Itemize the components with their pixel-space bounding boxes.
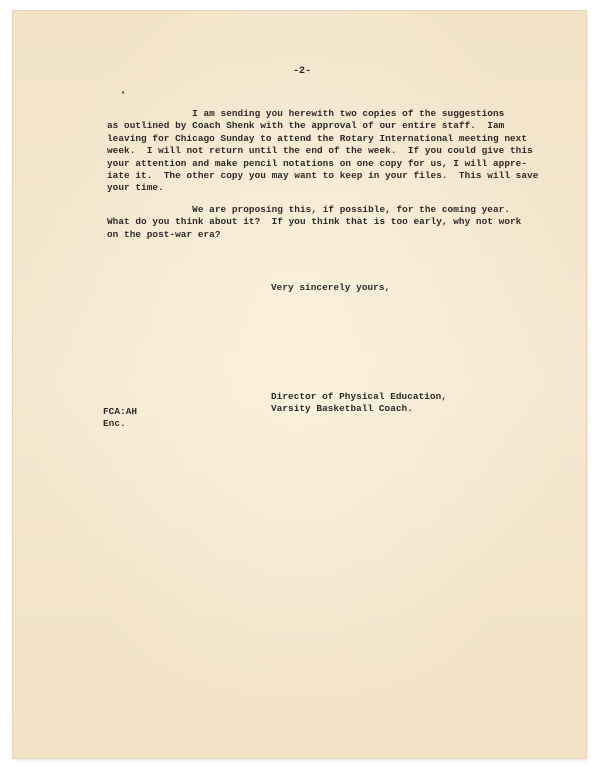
signer-title: Varsity Basketball Coach. [271, 403, 413, 415]
text-line: leaving for Chicago Sunday to attend the Rotary International meeting next [107, 132, 528, 144]
signature-block [271, 391, 447, 416]
signer-title: Director of Physical Education, [271, 391, 447, 402]
text-line: as outlined by Coach Shenk with the approval of our entire staff. Iam [107, 120, 505, 132]
text-line: I am sending you herewith two copies of the suggestions [107, 108, 505, 119]
body-paragraph-1 [107, 108, 538, 195]
text-line: week. I will not return until the end of the week. If you could give this [107, 145, 533, 157]
typist-initials: FCA:AH [103, 406, 138, 417]
text-line: iate it. The other copy you may want to keep in your files. This will save [107, 170, 539, 182]
reference-initials [103, 406, 137, 431]
text-line: your attention and make pencil notations on one copy for us, I will appre- [107, 157, 528, 169]
complimentary-close: Very sincerely yours, [271, 282, 391, 293]
text-line: on the post-war era? [107, 228, 221, 240]
body-paragraph-2 [107, 204, 521, 241]
ink-mark [122, 91, 124, 94]
letter-page [13, 11, 586, 758]
text-line: your time. [107, 182, 164, 194]
page-number: -2- [293, 66, 312, 77]
text-line: We are proposing this, if possible, for the coming year. [107, 204, 510, 215]
text-line: What do you think about it? If you think that is too early, why not work [107, 216, 522, 228]
enclosure-note: Enc. [103, 418, 126, 430]
